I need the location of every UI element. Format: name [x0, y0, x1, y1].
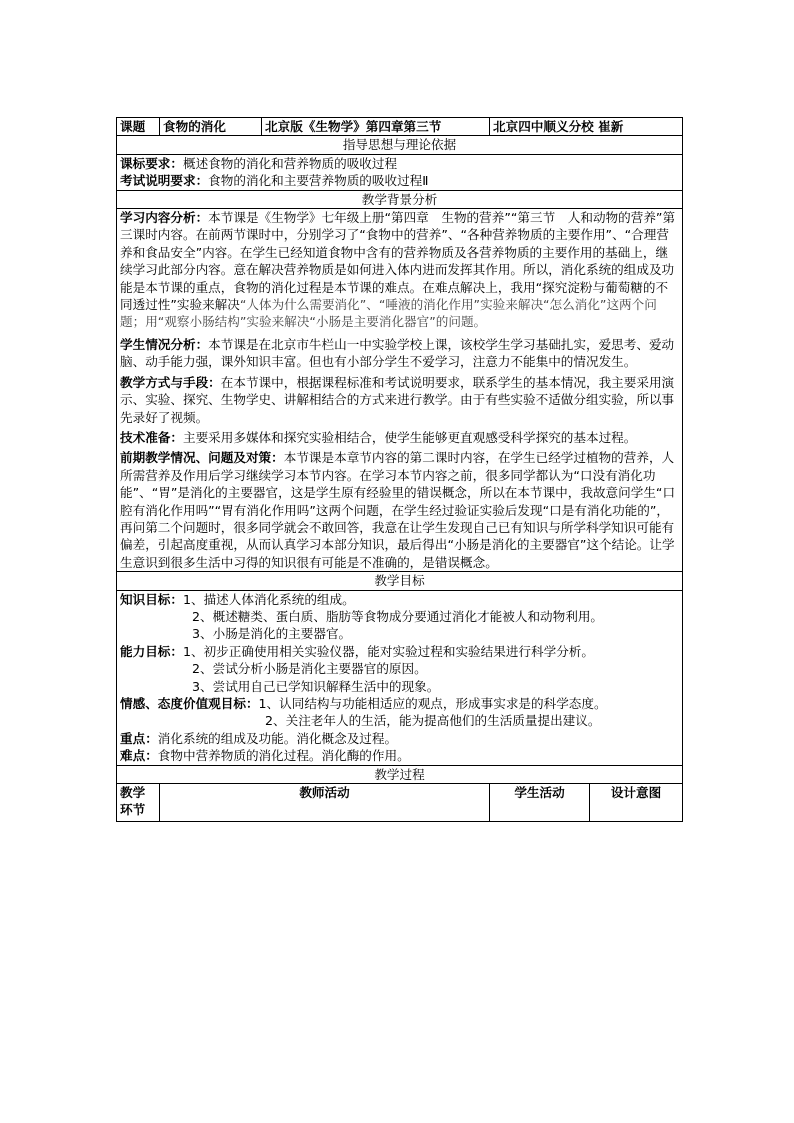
- knowledge-item: 2、概述糖类、蛋白质、脂肪等食物成分要通过消化才能被人和动物利用。: [192, 608, 604, 624]
- key-point-label: 重点：: [120, 730, 158, 746]
- textbook-cell: 北京版《生物学》第四章第三节: [262, 118, 490, 136]
- method-label: 教学方式与手段：: [120, 374, 221, 390]
- tech-text: 主要采用多媒体和探究实验相结合，使学生能够更直观感受科学探究的基本过程。: [182, 429, 637, 445]
- process-header-row: [117, 784, 683, 822]
- standard-text: 概述食物的消化和营养物质的吸收过程: [182, 155, 398, 171]
- content-analysis-text: 本节课是《生物学》七年级上册“第四章 生物的营养”“第三节 人和动物的营养”第三课时内容。在前两节课时中，分别学习了“食物中的营养”、“各种营养物质的主要作用”、“合理营养和食品安全”内容。在学生已经知道食物中含有的营养物质及各营养物质的主要作用的基础上，继续学习此部分内容。意在解决营养物质是如何进入体内进而发挥其作用。所以，消化系统的组成及功能是本节课的重点，食物的消化过程是本节课的难点。在难点解决上，我用“探究淀粉与葡萄糖的不同透过性”实验来解决: [120, 210, 676, 313]
- ability-item: 2、尝试分析小肠是消化主要器官的原因。: [192, 661, 427, 677]
- prior-label: 前期教学情况、问题及对策：: [120, 450, 284, 466]
- col-stage: 教学环节: [117, 784, 160, 822]
- attitude-item: 2、关注老年人的生活，能为提高他们的生活质量提出建议。: [265, 713, 601, 729]
- key-point-text: 消化系统的组成及功能。消化概念及过程。: [157, 730, 398, 746]
- col-student: 学生活动: [490, 784, 590, 822]
- ability-item: 1、初步正确使用相关实验仪器，能对实验过程和实验结果进行科学分析。: [182, 643, 594, 659]
- ability-label: 能力目标：: [120, 643, 183, 659]
- knowledge-item: 1、描述人体消化系统的组成。: [182, 591, 355, 607]
- difficult-point-text: 食物中营养物质的消化过程。消化酶的作用。: [157, 748, 410, 764]
- header-row: [117, 118, 683, 136]
- student-analysis-text: 本节课是在北京市牛栏山一中实验学校上课，该校学生学习基础扎实，爱思考、爱动脑、动手能力强，课外知识丰富。但也有小部分学生不爱学习，注意力不能集中的情况发生。: [120, 336, 675, 370]
- guide-section-title: 指导思想与理论依据: [117, 136, 683, 154]
- tech-label: 技术准备：: [120, 429, 183, 445]
- background-content: [117, 209, 683, 572]
- col-teacher: 教师活动: [160, 784, 490, 822]
- school-cell: 北京四中顺义分校 崔新: [490, 118, 683, 136]
- lesson-plan-table: [116, 117, 683, 822]
- goals-section-title: 教学目标: [117, 572, 683, 590]
- method-text: 在本节课中，根据课程标准和考试说明要求，联系学生的基本情况，我主要采用演示、实验、探究、生物学史、讲解相结合的方式来进行教学。由于有些实验不适做分组实验，所以事先录好了视频。: [120, 374, 675, 425]
- process-section-title: 教学过程: [117, 765, 683, 783]
- ability-item: 3、尝试用自己已学知识解释生活中的现象。: [192, 678, 440, 694]
- topic-label: 课题: [117, 118, 160, 136]
- background-section-title: 教学背景分析: [117, 190, 683, 208]
- difficult-point-label: 难点：: [120, 748, 158, 764]
- exam-label: 考试说明要求：: [120, 173, 209, 189]
- goals-content: [117, 590, 683, 765]
- standard-label: 课标要求：: [120, 155, 183, 171]
- knowledge-label: 知识目标：: [120, 591, 183, 607]
- exam-text: 食物的消化和主要营养物质的吸收过程Ⅱ: [208, 173, 429, 189]
- content-analysis-label: 学习内容分析：: [120, 210, 209, 226]
- prior-text: 本节课是本章节内容的第二课时内容，在学生已经学过植物的营养，人所需营养及作用后学习继续学习本节内容。在学习本节内容之前，很多同学都认为“口没有消化功能”、“胃”是消化的主要器官，这是学生原有经验里的错误概念，所以在本节课中，我故意问学生“口腔有消化作用吗”“胃有消化作用吗”这两个问题，在学生经过验证实验后发现“口是有消化功能的”，再问第二个问题时，很多同学就会不敢回答，我意在让学生发现自己已有知识与所学科学知识可能有偏差，引起高度重视，从而认真学习本部分知识，最后得出“小肠是消化的主要器官”这个结论。让学生意识到很多生活中习得的知识很有可能是不准确的，是错误概念。: [120, 450, 676, 570]
- attitude-label: 情感、态度价值观目标：: [120, 696, 259, 711]
- attitude-item: 1、认同结构与功能相适应的观点，形成事实求是的科学态度。: [258, 696, 607, 711]
- guide-content: [117, 154, 683, 190]
- topic-value: 食物的消化: [160, 118, 262, 136]
- knowledge-item: 3、小肠是消化的主要器官。: [192, 626, 352, 642]
- col-design: 设计意图: [590, 784, 683, 822]
- content-analysis-text-2: “人体为什么需要消化”、“唾液的消化作用”实验来解决“怎么消化”这两个问题；用“观察小肠结构”实验来解决“小肠是主要消化器官”的问题。: [120, 297, 657, 330]
- student-analysis-label: 学生情况分析：: [120, 336, 209, 352]
